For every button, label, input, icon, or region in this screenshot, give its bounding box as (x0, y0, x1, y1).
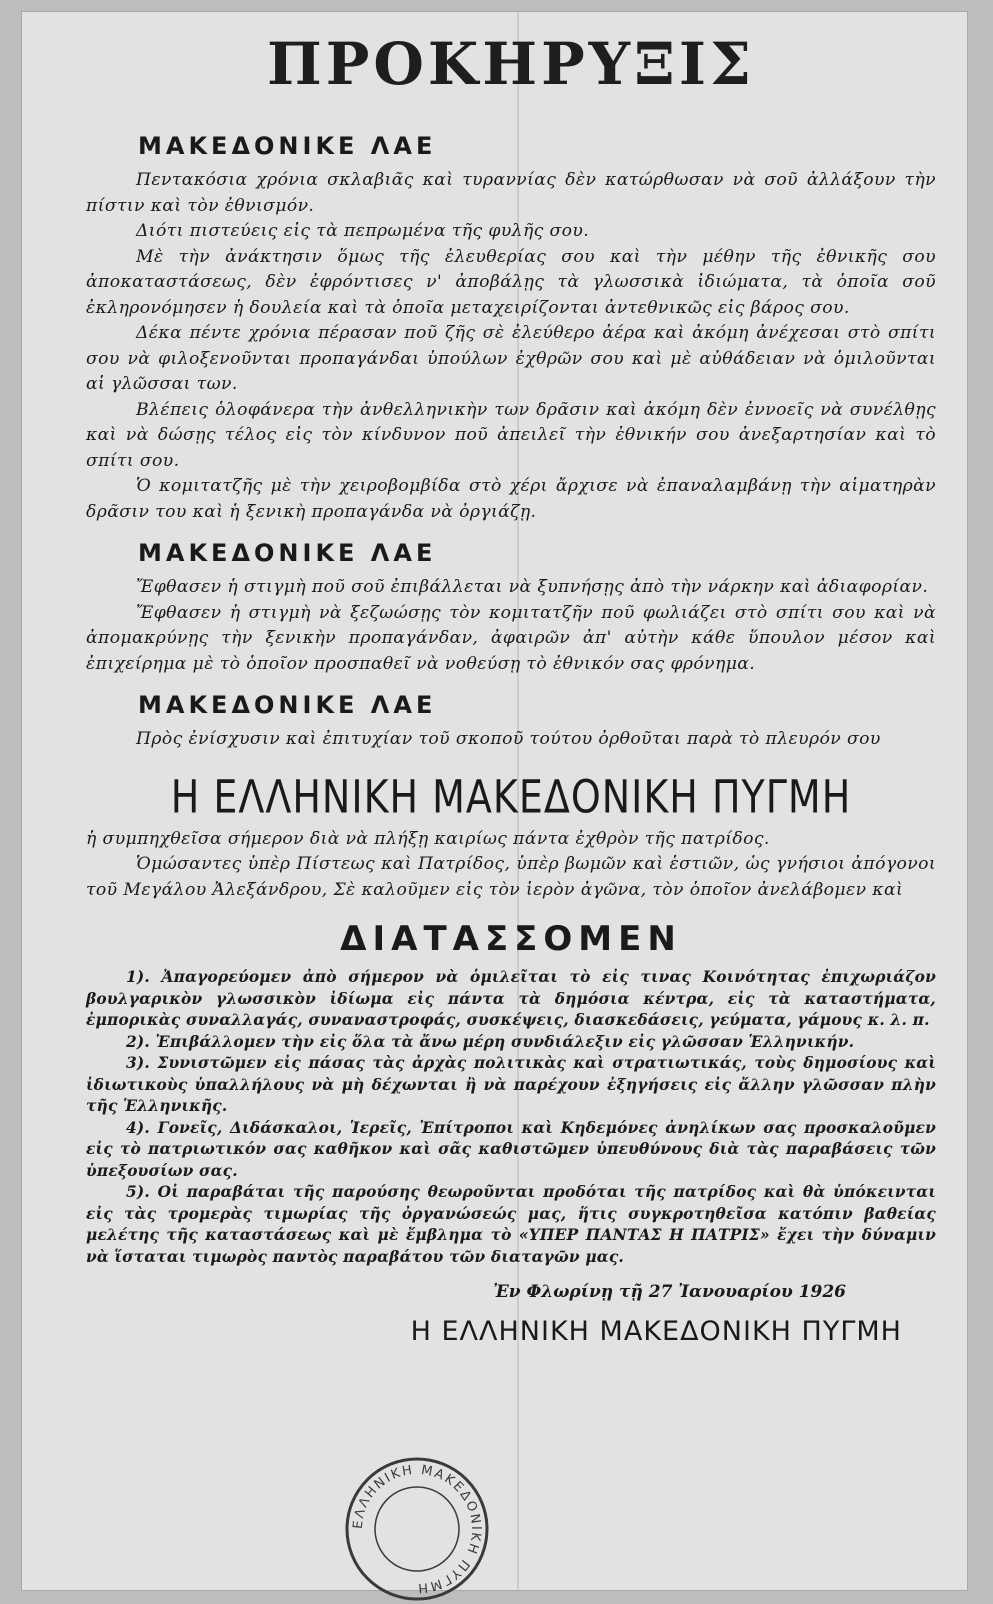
section3-paragraph: Πρὸς ἐνίσχυσιν καὶ ἐπιτυχίαν τοῦ σκοποῦ τούτου ὀρθοῦται παρὰ τὸ πλευρόν σου (136, 729, 881, 749)
seal-stamp-icon (342, 1454, 492, 1604)
decree-item: 2). Ἐπιβάλλομεν τὴν εἰς ὅλα τὰ ἄνω μέρη συνδιάλεξιν εἰς γλῶσσαν Ἑλληνικήν. (126, 1032, 855, 1051)
section2-paragraph: Ἔφθασεν ἡ στιγμὴ ποῦ σοῦ ἐπιβάλλεται νὰ ξυπνήσῃς ἀπὸ τὴν νάρκην καὶ ἀδιαφορίαν. (136, 577, 929, 597)
stamp-text: ΕΛΛΗΝΙΚΗ ΜΑΚΕΔΟΝΙΚΗ ΠΥΓΜΗ (350, 1462, 484, 1596)
dateline: Ἐν Φλωρίνῃ τῇ 27 Ἰανουαρίου 1926 (493, 1282, 846, 1302)
proclamation-sheet (22, 12, 967, 1596)
section-heading-2: ΜΑΚΕΔΟΝΙΚΕ ΛΑΕ (138, 539, 437, 567)
decree-item: 4). Γονεῖς, Διδάσκαλοι, Ἱερεῖς, Ἐπίτροποι καὶ Κηδεμόνες ἀνηλίκων σας προσκαλοῦμεν εἰς τὸ πατριωτικόν σας καθῆκον καὶ σᾶς καθιστῶμεν ὑπευθύνους διὰ τὰς παραβάσεις τῶν ὑπεξουσίων σας. (86, 1118, 936, 1180)
command-heading: ΔΙΑΤΑΣΣΟΜΕΝ (340, 919, 682, 959)
section1-paragraph: Διότι πιστεύεις εἰς τὰ πεπρωμένα τῆς φυλῆς σου. (136, 221, 590, 241)
proclamation-title: ΠΡΟΚΗΡΥΞΙΣ (266, 30, 756, 98)
decree-item: 1). Ἀπαγορεύομεν ἀπὸ σήμερον νὰ ὁμιλεῖται τὸ εἰς τινας Κοινότητας ἐπιχωριάζον βουλγαρικὸν γλωσσικὸν ἰδίωμα εἰς πάντα τὰ δημόσια κέντρα, εἰς τὰ καταστήματα, ἐμπορικὰς συναλλαγάς, συναναστροφάς, συσκέψεις, διασκεδάσεις, γεύματα, γάμους κ. λ. π. (86, 968, 936, 1029)
organization-name: Η ΕΛΛΗΝΙΚΗ ΜΑΚΕΔΟΝΙΚΗ ΠΥΓΜΗ (170, 770, 852, 823)
section1-paragraph: Ὁ κομιτατζῆς μὲ τὴν χειροβομβίδα στὸ χέρι ἄρχισε νὰ ἐπαναλαμβάνῃ τὴν αἱματηρὰν δρᾶσιν του καὶ ἡ ξενικὴ προπαγάνδα νὰ ὀργιάζῃ. (86, 476, 936, 522)
section1-paragraph: Βλέπεις ὁλοφάνερα τὴν ἀνθελληνικὴν των δρᾶσιν καὶ ἀκόμη δὲν ἐννοεῖς νὰ συνέλθῃς καὶ νὰ δώσῃς τέλος εἰς τὸν κίνδυνον ποῦ ἀπειλεῖ τὴν ἐθνικήν σου ἀνεξαρτησίαν καὶ τὸ σπίτι σου. (86, 399, 936, 471)
section4-paragraph: Ὁμώσαντες ὑπὲρ Πίστεως καὶ Πατρίδος, ὑπὲρ βωμῶν καὶ ἑστιῶν, ὡς γνήσιοι ἀπόγονοι τοῦ Μεγάλου Ἀλεξάνδρου, Σὲ καλοῦμεν εἰς τὸν ἱερὸν ἀγῶνα, τὸν ὁποῖον ἀνελάβομεν καὶ (86, 854, 936, 900)
section1-paragraph: Πεντακόσια χρόνια σκλαβιᾶς καὶ τυραννίας δὲν κατώρθωσαν νὰ σοῦ ἀλλάξουν τὴν πίστιν καὶ τὸν ἐθνισμόν. (86, 170, 936, 216)
section1-paragraph: Δέκα πέντε χρόνια πέρασαν ποῦ ζῆς σὲ ἐλεύθερο ἀέρα καὶ ἀκόμη ἀνέχεσαι στὸ σπίτι σου νὰ φιλοξενοῦνται προπαγάνδαι ὑπούλων ἐχθρῶν σου καὶ μὲ αὐθάδειαν νὰ ὁμιλοῦνται αἱ γλῶσσαι των. (86, 323, 936, 394)
section1-paragraph: Μὲ τὴν ἀνάκτησιν ὅμως τῆς ἐλευθερίας σου καὶ τὴν μέθην τῆς ἐθνικῆς σου ἀποκαταστάσεως, δὲν ἐφρόντισες ν' ἀποβάλῃς τὰ γλωσσικὰ ἰδιώματα, τὰ ὁποῖα σοῦ ἐκληρονόμησεν ἡ δουλεία καὶ τὰ ὁποῖα μεταχειρίζονται ἀντεθνικῶς εἰς βάρος σου. (86, 246, 936, 318)
section-heading-3: ΜΑΚΕΔΟΝΙΚΕ ΛΑΕ (138, 691, 437, 719)
svg-text:ΕΛΛΗΝΙΚΗ ΜΑΚΕΔΟΝΙΚΗ ΠΥΓΜΗ (351, 1463, 483, 1595)
section2-paragraph: Ἔφθασεν ἡ στιγμὴ νὰ ξεζωώσῃς τὸν κομιτατζῆν ποῦ φωλιάζει στὸ σπίτι σου καὶ νὰ ἀπομακρύνῃς τὴν ξενικὴν προπαγάνδαν, ἀφαιρῶν ἀπ' αὐτὴν κάθε ὕπουλον μέσον καὶ ἐπιχείρημα μὲ τὸ ὁποῖον προσπαθεῖ νὰ νοθεύσῃ τὸ ἐθνικόν σας φρόνημα. (86, 602, 936, 674)
section-heading-1: ΜΑΚΕΔΟΝΙΚΕ ΛΑΕ (138, 132, 437, 160)
signature: Η ΕΛΛΗΝΙΚΗ ΜΑΚΕΔΟΝΙΚΗ ΠΥΓΜΗ (410, 1316, 902, 1347)
proclamation-content (86, 30, 936, 1347)
section4-paragraph: ἡ συμπηχθεῖσα σήμερον διὰ νὰ πλήξῃ καιρίως πάντα ἐχθρὸν τῆς πατρίδος. (86, 828, 770, 849)
decree-item: 3). Συνιστῶμεν εἰς πάσας τὰς ἀρχὰς πολιτικὰς καὶ στρατιωτικάς, τοὺς δημοσίους καὶ ἰδιωτικοὺς ὑπαλλήλους νὰ μὴ δέχωνται ἢ νὰ παρέχουν ἐξηγήσεις εἰς ἄλλην γλῶσσαν πλὴν τῆς Ἑλληνικῆς. (86, 1054, 936, 1115)
decree-item: 5). Οἱ παραβάται τῆς παρούσης θεωροῦνται προδόται τῆς πατρίδος καὶ θὰ ὑπόκεινται εἰς τὰς τρομερὰς τιμωρίας τῆς ὀργανώσεώς μας, ἥτις συγκροτηθεῖσα κατόπιν βαθείας μελέτης τῆς καταστάσεως καὶ μὲ ἔμβλημα τὸ «ΥΠΕΡ ΠΑΝΤΑΣ Η ΠΑΤΡΙΣ» ἔχει τὴν δύναμιν νὰ ἵσταται τιμωρὸς παντὸς παραβάτου τῶν διαταγῶν μας. (86, 1183, 936, 1266)
